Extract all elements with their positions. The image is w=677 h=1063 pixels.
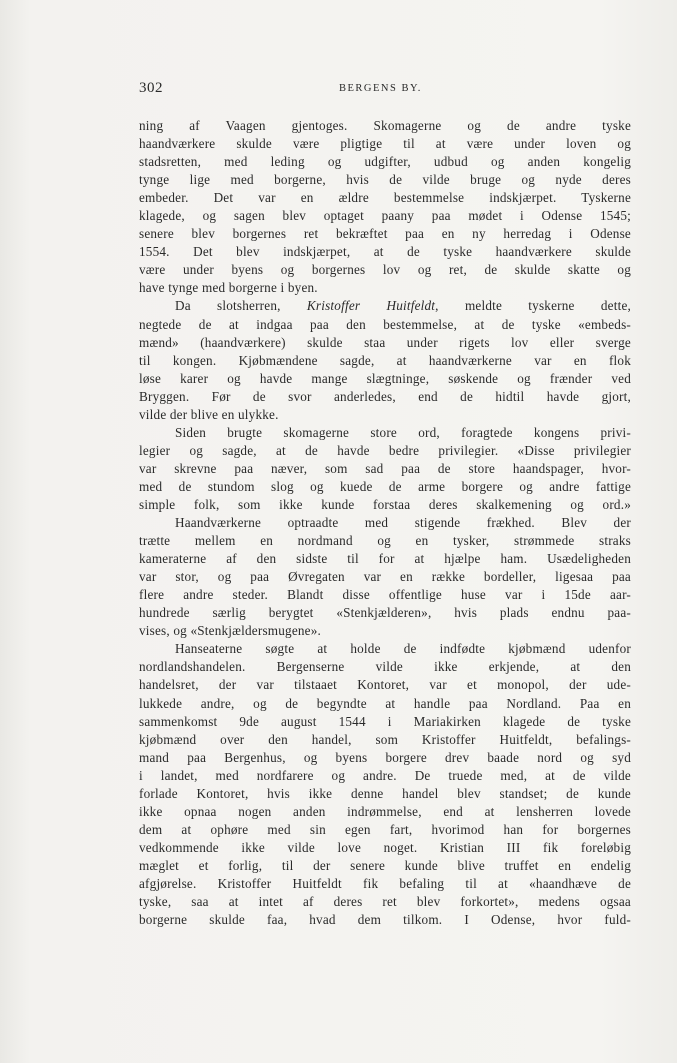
text-line: flere andre steder. Blandt disse offentlige huse var i 15de aar- (139, 587, 631, 603)
page-number: 302 (139, 80, 163, 96)
text-line: borgerne skulde faa, hvad dem tilkom. I Odense, hvor fuld- (139, 912, 631, 928)
text-line: nordlandshandelen. Bergenserne vilde ikke erkjende, at den (139, 659, 631, 675)
text-line: kameraterne af den sidste til for at hjælpe ham. Usædeligheden (139, 551, 631, 567)
text-line: Haandværkerne optraadte med stigende frækhed. Blev der (175, 515, 631, 531)
text-line: stadsretten, med leding og udgifter, udbud og anden kongelig (139, 154, 631, 170)
text-line: ikke opnaa nogen anden indrømmelse, end at lensherren lovede (139, 803, 631, 819)
text-segment: Da slotsherren, (175, 298, 307, 314)
text-line: afgjørelse. Kristoffer Huitfeldt fik befaling til at «haandhæve de (139, 875, 631, 891)
text-line: kjøbmænd over den handel, som Kristoffer Huitfeldt, befalings- (139, 731, 631, 747)
page-header (139, 80, 631, 102)
text-line: embeder. Det var en ældre bestemmelse indskjærpet. Tyskerne (139, 190, 631, 206)
text-line: løse karer og havde mange slægtninge, søskende og frænder ved (139, 370, 631, 386)
text-line: hundrede særlig berygtet «Stenkjælderen», hvis plads endnu paa- (139, 605, 631, 621)
text-line: tynge lige med borgerne, hvis de vilde bruge og nyde deres (139, 172, 631, 188)
text-line: til kongen. Kjøbmændene sagde, at haandværkerne var en flok (139, 352, 631, 368)
text-line: med de stundom slog og kuede de arme borgere og andre fattige (139, 478, 631, 494)
text-line: 1554. Det blev indskjærpet, at de tyske haandværkere skulde (139, 244, 631, 260)
running-head: BERGENS BY. (339, 83, 422, 94)
text-line: tyske, saa at intet af deres ret blev forkortet», medens ogsaa (139, 894, 631, 910)
text-line: handelsret, der var tilstaaet Kontoret, var et monopol, der ude- (139, 677, 631, 693)
text-line: senere blev borgernes ret bekræftet paa en ny herredag i Odense (139, 226, 631, 242)
text-line: vises, og «Stenkjældersmugene». (139, 623, 322, 639)
text-line: trætte mellem en nordmand og en tysker, strømmede straks (139, 533, 631, 549)
text-line: Hanseaterne søgte at holde de indfødte kjøbmænd udenfor (175, 641, 631, 657)
text-line: vilde der blive en ulykke. (139, 406, 279, 422)
text-line: klagede, og sagen blev optaget paany paa mødet i Odense 1545; (139, 208, 631, 224)
text-line: mænd» (haandværkere) skulde staa under rigets lov eller sverge (139, 334, 631, 350)
person-name-italic: Kristoffer Huitfeldt (306, 298, 436, 314)
text-line: vedkommende ikke vilde love noget. Kristian III fik foreløbig (139, 839, 631, 855)
text-line: haandværkere skulde være pligtige til at være under loven og (139, 136, 631, 152)
text-line: have tynge med borgerne i byen. (139, 280, 318, 296)
text-line: sammenkomst 9de august 1544 i Mariakirken klagede de tyske (139, 713, 631, 729)
text-line: mand paa Bergenhus, og byens borgere drev baade nord og syd (139, 749, 631, 765)
text-line: simple folk, som ikke kunde forstaa deres skalkemening og ord.» (139, 496, 631, 512)
text-segment: , meldte tyskerne dette, (435, 298, 631, 314)
text-line: var stor, og paa Øvregaten var en række bordeller, ligesaa paa (139, 569, 631, 585)
text-line: negtede de at indgaa paa den bestemmelse, at de tyske «embeds- (139, 316, 631, 332)
text-line: mæglet et forlig, til der senere kunde blive truffet en endelig (139, 857, 631, 873)
text-line: forlade Kontoret, hvis ikke denne handel blev standset; de kunde (139, 785, 631, 801)
body-text (139, 117, 631, 929)
text-line: var skrevne paa næver, som sad paa de store haandspager, hvor- (139, 460, 631, 476)
text-line: dem at ophøre med sin egen fart, hvorimod han for borgernes (139, 821, 631, 837)
text-line: i landet, med nordfarere og andre. De truede med, at de vilde (139, 767, 631, 783)
text-line: Siden brugte skomagerne store ord, foragtede kongens privi- (175, 424, 631, 440)
text-line-with-name (139, 297, 631, 315)
text-line: være under byens og borgernes lov og ret, de skulde skatte og (139, 262, 631, 278)
text-line: lukkede andre, og de begyndte at handle paa Nordland. Paa en (139, 695, 631, 711)
text-line: ning af Vaagen gjentoges. Skomagerne og de andre tyske (139, 118, 631, 133)
text-line: Bryggen. Før de svor anderledes, end de hidtil havde gjort, (139, 388, 631, 404)
text-line: legier og sagde, at de havde bedre privilegier. «Disse privilegier (139, 442, 631, 458)
